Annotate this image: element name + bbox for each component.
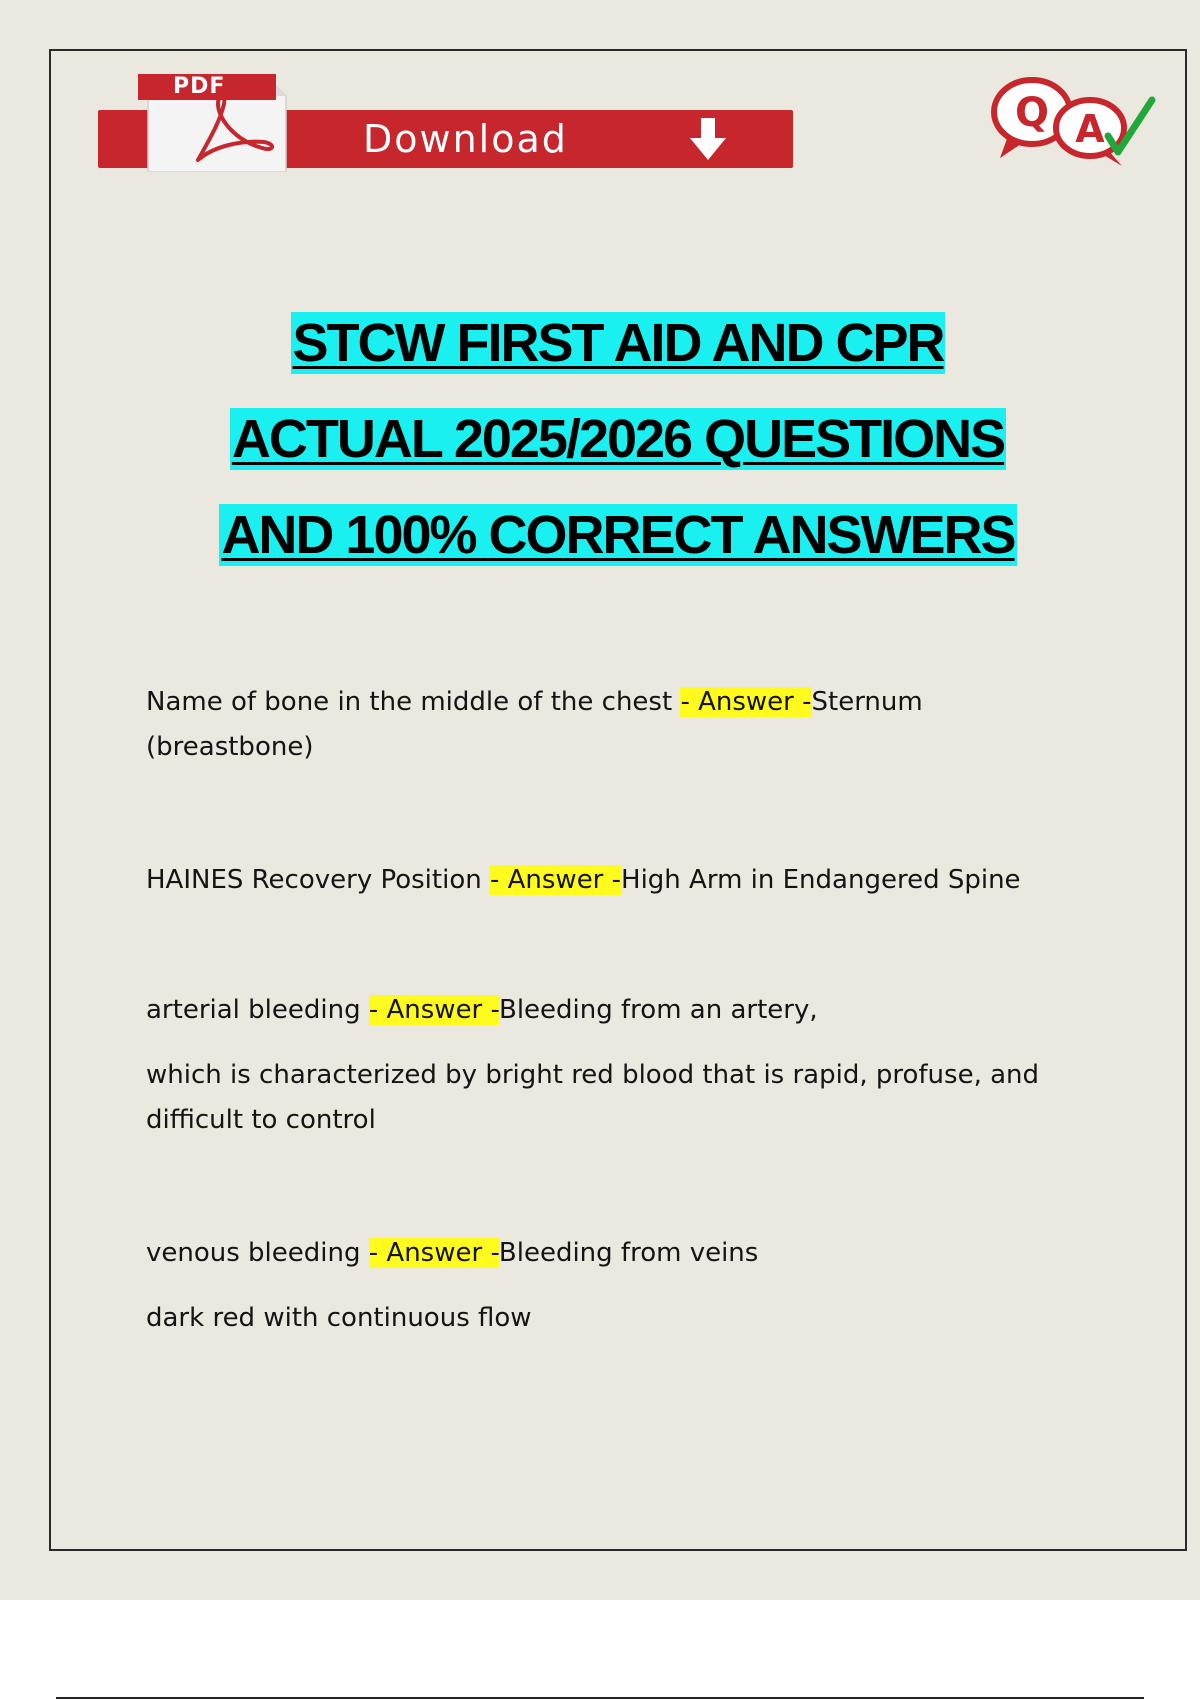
answer-detail: dark red with continuous flow [146,1303,532,1333]
answer-text: Bleeding from veins [498,1238,759,1268]
pdf-file-icon [138,72,288,172]
question-text: arterial bleeding [146,995,361,1025]
answer-separator: - Answer - [368,995,499,1025]
answer-separator: - Answer - [680,687,812,717]
answer-separator: - Answer - [489,865,622,895]
pdf-label: PDF [138,74,276,100]
q-letter: Q [1014,90,1050,136]
document-title [150,312,1086,600]
a-letter: A [1075,107,1105,151]
title-line-1: STCW FIRST AID AND CPR [292,313,944,373]
qa-item [146,858,1076,903]
answer-text: Bleeding from an artery, [498,995,818,1025]
download-label[interactable]: Download [363,117,568,161]
qa-item [146,1231,1076,1341]
title-line-3: AND 100% CORRECT ANSWERS [221,505,1015,565]
question-text: Name of bone in the middle of the chest [146,687,673,717]
down-arrow-icon[interactable] [688,116,728,162]
download-banner[interactable] [98,72,793,172]
qa-speech-bubbles-icon [990,70,1160,170]
qa-item [146,988,1076,1143]
qa-logo [990,70,1160,170]
answer-detail: which is characterized by bright red blood that is rapid, profuse, and difficult to control [146,1060,1040,1135]
answer-separator: - Answer - [368,1238,499,1268]
question-text: venous bleeding [146,1238,361,1268]
question-text: HAINES Recovery Position [146,865,482,895]
qa-item [146,680,1076,770]
title-line-2: ACTUAL 2025/2026 QUESTIONS [231,409,1005,469]
answer-text: High Arm in Endangered Spine [621,865,1021,895]
answer-text: Sternum (breastbone) [146,687,923,762]
bottom-divider [56,1697,1144,1699]
